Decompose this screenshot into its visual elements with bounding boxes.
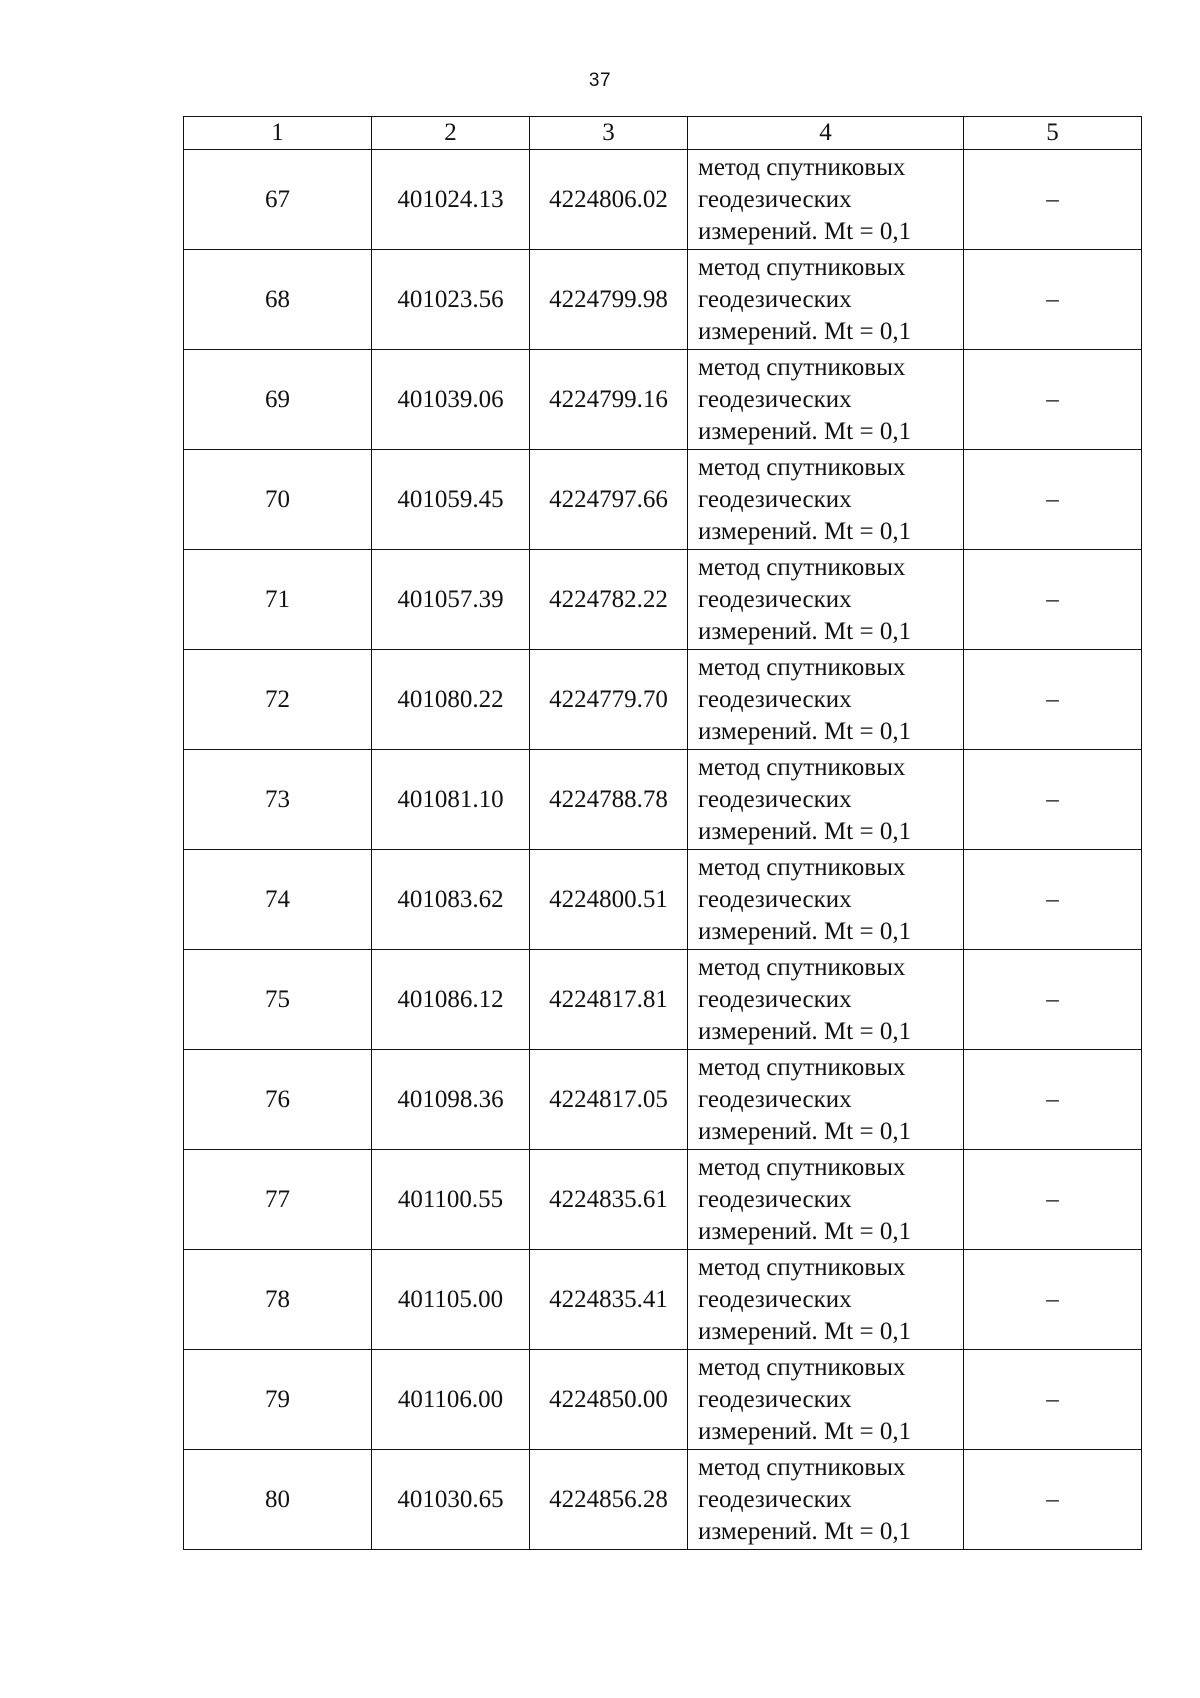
method-description: метод спутниковых геодезических измерений. Mt = 0,1 bbox=[688, 950, 964, 1050]
point-number: 72 bbox=[184, 650, 372, 750]
coord-x: 401105.00 bbox=[372, 1250, 530, 1350]
table-row bbox=[184, 1050, 1142, 1150]
coord-x: 401098.36 bbox=[372, 1050, 530, 1150]
header-cell-3: 3 bbox=[530, 117, 688, 150]
point-number: 73 bbox=[184, 750, 372, 850]
coord-y: 4224850.00 bbox=[530, 1350, 688, 1450]
coord-x: 401106.00 bbox=[372, 1350, 530, 1450]
method-description: метод спутниковых геодезических измерений. Mt = 0,1 bbox=[688, 650, 964, 750]
table-row bbox=[184, 650, 1142, 750]
method-description: метод спутниковых геодезических измерений. Mt = 0,1 bbox=[688, 250, 964, 350]
coord-x: 401030.65 bbox=[372, 1450, 530, 1550]
table-header bbox=[184, 117, 1142, 150]
method-description: метод спутниковых геодезических измерений. Mt = 0,1 bbox=[688, 1450, 964, 1550]
coord-y: 4224799.98 bbox=[530, 250, 688, 350]
point-number: 75 bbox=[184, 950, 372, 1050]
coord-x: 401083.62 bbox=[372, 850, 530, 950]
coord-y: 4224835.61 bbox=[530, 1150, 688, 1250]
point-number: 78 bbox=[184, 1250, 372, 1350]
table-body bbox=[184, 150, 1142, 1550]
coord-y: 4224817.05 bbox=[530, 1050, 688, 1150]
coord-x: 401023.56 bbox=[372, 250, 530, 350]
table-row bbox=[184, 450, 1142, 550]
method-description: метод спутниковых геодезических измерений. Mt = 0,1 bbox=[688, 1050, 964, 1150]
coord-y: 4224779.70 bbox=[530, 650, 688, 750]
note-cell: – bbox=[964, 1050, 1142, 1150]
table-row bbox=[184, 850, 1142, 950]
point-number: 79 bbox=[184, 1350, 372, 1450]
table-row bbox=[184, 1450, 1142, 1550]
table-row bbox=[184, 250, 1142, 350]
note-cell: – bbox=[964, 350, 1142, 450]
coord-y: 4224806.02 bbox=[530, 150, 688, 250]
table-row bbox=[184, 950, 1142, 1050]
table-row bbox=[184, 750, 1142, 850]
header-cell-5: 5 bbox=[964, 117, 1142, 150]
coord-x: 401039.06 bbox=[372, 350, 530, 450]
note-cell: – bbox=[964, 1350, 1142, 1450]
coord-x: 401059.45 bbox=[372, 450, 530, 550]
table-row bbox=[184, 150, 1142, 250]
note-cell: – bbox=[964, 850, 1142, 950]
point-number: 69 bbox=[184, 350, 372, 450]
table-row bbox=[184, 1250, 1142, 1350]
point-number: 70 bbox=[184, 450, 372, 550]
note-cell: – bbox=[964, 1450, 1142, 1550]
table-row bbox=[184, 1150, 1142, 1250]
header-cell-1: 1 bbox=[184, 117, 372, 150]
point-number: 68 bbox=[184, 250, 372, 350]
page-number: 37 bbox=[588, 70, 612, 91]
coordinates-table bbox=[183, 116, 1142, 1550]
method-description: метод спутниковых геодезических измерений. Mt = 0,1 bbox=[688, 850, 964, 950]
note-cell: – bbox=[964, 750, 1142, 850]
coord-y: 4224782.22 bbox=[530, 550, 688, 650]
header-cell-2: 2 bbox=[372, 117, 530, 150]
coord-y: 4224797.66 bbox=[530, 450, 688, 550]
coord-y: 4224817.81 bbox=[530, 950, 688, 1050]
coord-x: 401024.13 bbox=[372, 150, 530, 250]
coord-x: 401086.12 bbox=[372, 950, 530, 1050]
table-row bbox=[184, 1350, 1142, 1450]
point-number: 71 bbox=[184, 550, 372, 650]
note-cell: – bbox=[964, 550, 1142, 650]
method-description: метод спутниковых геодезических измерений. Mt = 0,1 bbox=[688, 1150, 964, 1250]
coord-x: 401080.22 bbox=[372, 650, 530, 750]
note-cell: – bbox=[964, 250, 1142, 350]
point-number: 76 bbox=[184, 1050, 372, 1150]
note-cell: – bbox=[964, 150, 1142, 250]
coord-y: 4224800.51 bbox=[530, 850, 688, 950]
method-description: метод спутниковых геодезических измерений. Mt = 0,1 bbox=[688, 1350, 964, 1450]
method-description: метод спутниковых геодезических измерений. Mt = 0,1 bbox=[688, 550, 964, 650]
method-description: метод спутниковых геодезических измерений. Mt = 0,1 bbox=[688, 1250, 964, 1350]
coord-x: 401100.55 bbox=[372, 1150, 530, 1250]
method-description: метод спутниковых геодезических измерений. Mt = 0,1 bbox=[688, 150, 964, 250]
coord-y: 4224788.78 bbox=[530, 750, 688, 850]
coord-x: 401057.39 bbox=[372, 550, 530, 650]
coord-y: 4224835.41 bbox=[530, 1250, 688, 1350]
table-row bbox=[184, 350, 1142, 450]
note-cell: – bbox=[964, 1250, 1142, 1350]
coord-x: 401081.10 bbox=[372, 750, 530, 850]
method-description: метод спутниковых геодезических измерений. Mt = 0,1 bbox=[688, 750, 964, 850]
point-number: 74 bbox=[184, 850, 372, 950]
header-row bbox=[184, 117, 1142, 150]
header-cell-4: 4 bbox=[688, 117, 964, 150]
point-number: 80 bbox=[184, 1450, 372, 1550]
point-number: 77 bbox=[184, 1150, 372, 1250]
point-number: 67 bbox=[184, 150, 372, 250]
note-cell: – bbox=[964, 450, 1142, 550]
coord-y: 4224799.16 bbox=[530, 350, 688, 450]
method-description: метод спутниковых геодезических измерений. Mt = 0,1 bbox=[688, 450, 964, 550]
note-cell: – bbox=[964, 950, 1142, 1050]
method-description: метод спутниковых геодезических измерений. Mt = 0,1 bbox=[688, 350, 964, 450]
note-cell: – bbox=[964, 650, 1142, 750]
note-cell: – bbox=[964, 1150, 1142, 1250]
table-row bbox=[184, 550, 1142, 650]
coord-y: 4224856.28 bbox=[530, 1450, 688, 1550]
